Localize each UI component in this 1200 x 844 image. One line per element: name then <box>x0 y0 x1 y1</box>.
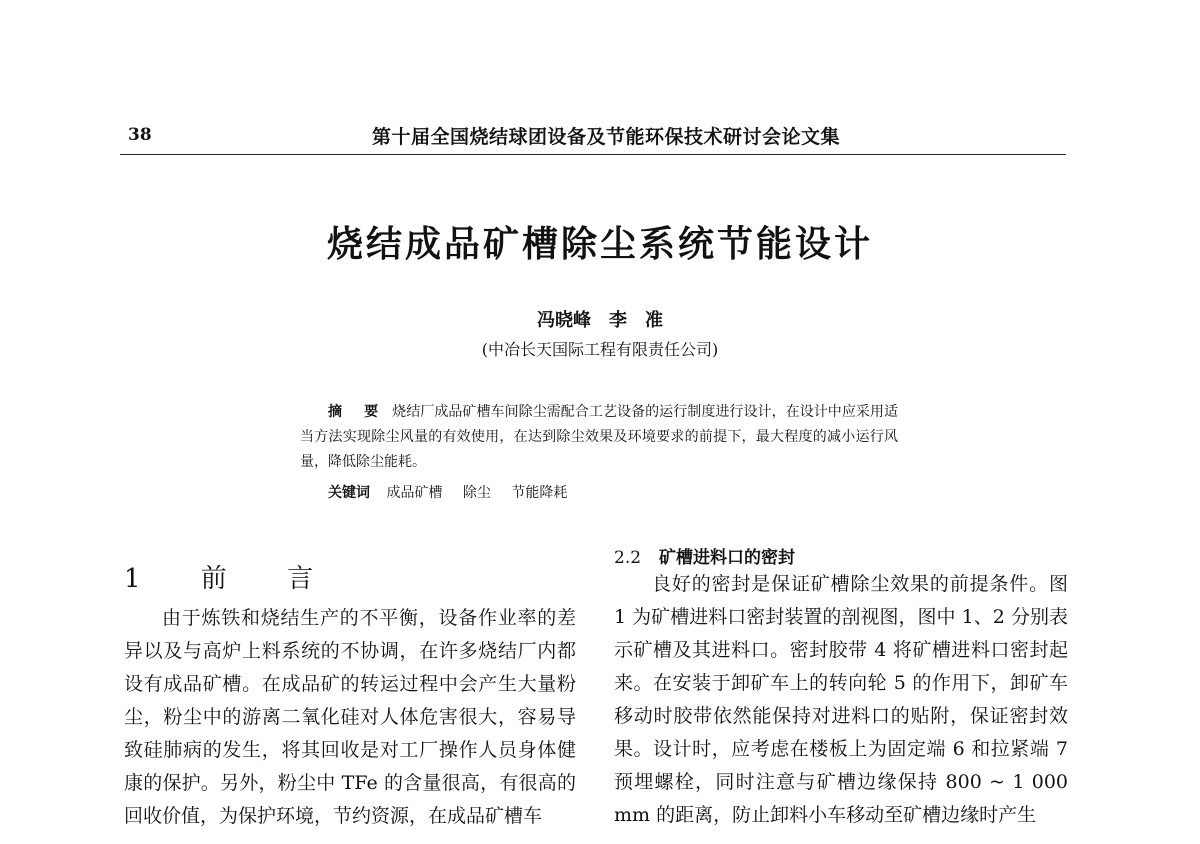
right-column <box>614 568 1068 832</box>
abstract-text: 烧结厂成品矿槽车间除尘需配合工艺设备的运行制度进行设计，在设计中应采用适当方法实现除尘风量的有效使用，在达到除尘效果及环境要求的前提下，最大程度的减小运行风量，降低除尘能耗。 <box>300 404 899 470</box>
left-column <box>124 602 576 833</box>
page-number: 38 <box>128 125 152 145</box>
subsection-number: 2.2 <box>614 548 642 568</box>
running-header: 第十届全国烧结球团设备及节能环保技术研讨会论文集 <box>372 126 841 148</box>
authors: 冯晓峰 李 准 <box>537 310 663 331</box>
keywords-label: 关键词 <box>328 485 370 501</box>
intro-paragraph: 由于炼铁和烧结生产的不平衡，设备作业率的差异以及与高炉上料系统的不协调，在许多烧结厂内都设有成品矿槽。在成品矿的转运过程中会产生大量粉尘，粉尘中的游离二氧化硅对人体危害很大，容易导致硅肺病的发生，将其回收是对工厂操作人员身体健康的保护。另外，粉尘中 TFe 的含量很高，有很高的回收价值，为保护环境，节约资源，在成品矿槽车 <box>124 607 576 827</box>
section-heading-intro: 1 前 言 <box>124 564 340 594</box>
affiliation: (中冶长天国际工程有限责任公司) <box>481 340 719 359</box>
abstract <box>300 400 898 475</box>
subsection-heading <box>614 543 795 568</box>
abstract-label: 摘 要 <box>328 404 383 420</box>
keyword: 成品矿槽 <box>386 485 443 501</box>
seal-paragraph: 良好的密封是保证矿槽除尘效果的前提条件。图 1 为矿槽进料口密封装置的剖视图，图中 1、2 分别表示矿槽及其进料口。密封胶带 4 将矿槽进料口密封起来。在安装于卸矿车上的转向轮 5 的作用下，卸矿车移动时胶带依然能保持对进料口的贴附，保证密封效果。设计时，应考虑在楼板上为固定端 6 和拉紧端 7 预埋螺栓，同时注意与矿槽边缘保持 800 ~ 1 000 mm 的距离，防止卸料小车移动至矿槽边缘时产生 <box>614 573 1068 826</box>
header-divider <box>120 154 1066 155</box>
keywords <box>328 482 898 502</box>
subsection-title: 矿槽进料口的密封 <box>659 548 796 568</box>
paper-title: 烧结成品矿槽除尘系统节能设计 <box>326 224 873 265</box>
keyword: 除尘 <box>462 485 491 501</box>
keyword: 节能降耗 <box>511 485 568 501</box>
